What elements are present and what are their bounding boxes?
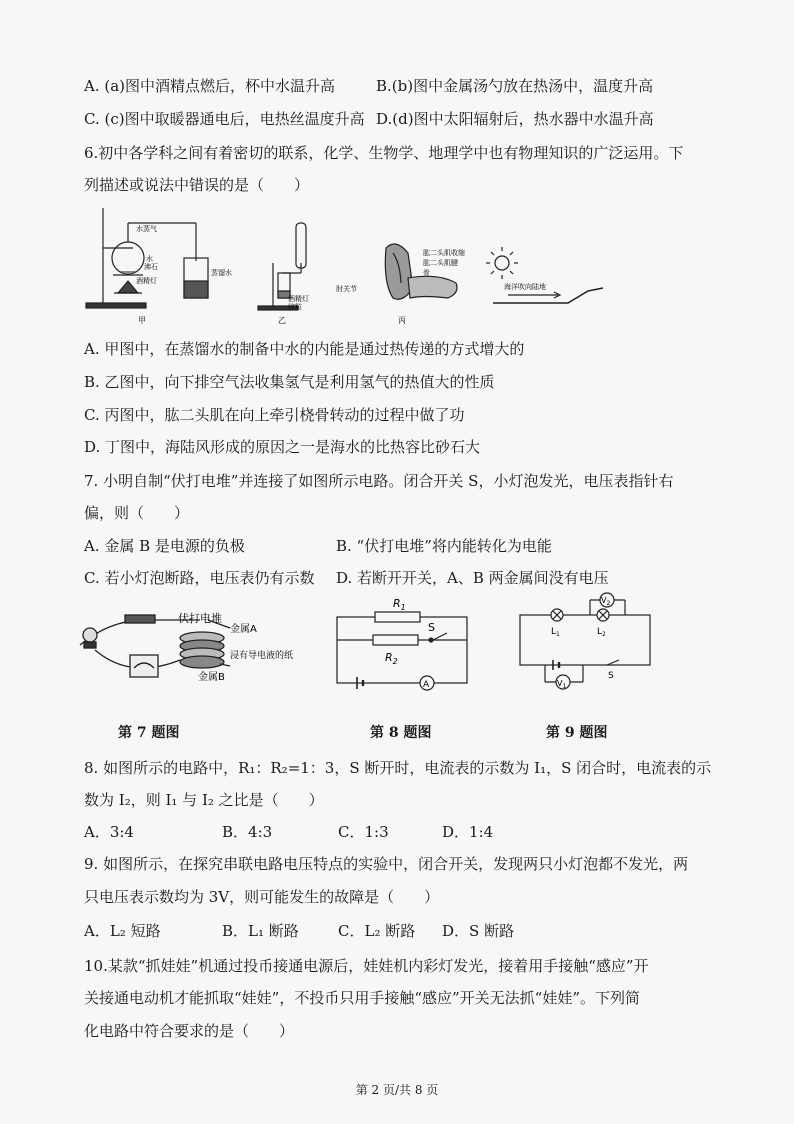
- label-bone: 骨: [423, 269, 430, 277]
- q6-option-a: A. 甲图中，在蒸馏水的制备中水的内能是通过热传递的方式增大的: [84, 340, 525, 358]
- q6-figures: [78, 203, 608, 328]
- caption-fig8: 第 8 题图: [370, 725, 432, 741]
- caption-fig7: 第 7 题图: [118, 725, 180, 741]
- q9-stem-line1: 9. 如图所示，在探究串联电路电压特点的实验中，闭合开关，发现两只小灯泡都不发光，两: [84, 855, 689, 873]
- label-water: 水: [146, 255, 153, 263]
- figure-ding: [486, 247, 603, 303]
- label-distilled: 蒸馏水: [211, 269, 232, 277]
- label-r1-sub: 1: [400, 603, 406, 612]
- figure-8: [335, 595, 485, 695]
- q8-stem-line1: 8. 如图所示的电路中，R₁：R₂=1：3，S 断开时，电流表的示数为 I₁，S 闭合时，电流表的示: [84, 759, 712, 777]
- label-wind: 海洋吹向陆地: [504, 283, 546, 291]
- label-ammeter: A: [423, 680, 430, 690]
- label-bicep: 肱二头肌收缩: [423, 249, 465, 257]
- svg-text:L1: [551, 627, 560, 638]
- label-l2: L: [597, 627, 603, 637]
- q9-option-b: B．L₁ 断路: [222, 922, 299, 940]
- label-lamp3: 锌粒: [288, 303, 302, 311]
- q6-option-c: C. 丙图中，肱二头肌在向上牵引桡骨转动的过程中做了功: [84, 406, 465, 424]
- q10-stem-line3: 化电路中符合要求的是（ ）: [84, 1022, 295, 1040]
- label-paper: 浸有导电液的纸: [230, 651, 294, 661]
- q5-option-c: C. (c)图中取暖器通电后，电热丝温度升高: [84, 110, 365, 128]
- label-v2-sub: 2: [606, 600, 611, 607]
- q8-option-a: A．3:4: [84, 823, 134, 841]
- label-l2-sub: 2: [602, 631, 606, 638]
- q6-option-b: B. 乙图中，向下排空气法收集氢气是利用氢气的热值大的性质: [84, 373, 495, 391]
- label-metal-a: 金属A: [230, 624, 257, 635]
- label-joint: 肘关节: [336, 285, 357, 293]
- page-footer: 第 2 页/共 8 页: [355, 1083, 439, 1097]
- label-yi: 乙: [278, 316, 286, 325]
- q7-option-a: A. 金属 B 是电源的负极: [84, 537, 245, 555]
- q6-stem-line1: 6.初中各学科之间有着密切的联系，化学、生物学、地理学中也有物理知识的广泛运用。下: [84, 144, 684, 162]
- q9-stem-line2: 只电压表示数均为 3V，则可能发生的故障是（ ）: [84, 888, 440, 906]
- label-metal-b: 金属B: [198, 672, 225, 683]
- label-pile: 伏打电堆: [178, 612, 222, 625]
- q9-option-a: A．L₂ 短路: [84, 922, 161, 940]
- q6-option-d: D. 丁图中，海陆风形成的原因之一是海水的比热容比砂石大: [84, 438, 481, 456]
- q9-option-c: C．L₂ 断路: [338, 922, 416, 940]
- q7-option-d: D. 若断开开关，A、B 两金属间没有电压: [336, 569, 609, 587]
- q8-option-d: D．1:4: [442, 823, 494, 841]
- label-lamp2: 酒精灯: [288, 295, 309, 303]
- svg-text:R1: [393, 597, 406, 612]
- label-v2: V: [601, 596, 607, 605]
- label-jia: 甲: [138, 316, 146, 325]
- q7-stem-line2: 偏，则（ ）: [84, 504, 190, 522]
- label-r2: R: [385, 651, 393, 664]
- q10-stem-line1: 10.某款“抓娃娃”机通过投币接通电源后，娃娃机内彩灯发光，接着用手接触“感应”开: [84, 957, 649, 975]
- label-bing: 丙: [398, 316, 406, 325]
- q10-stem-line2: 关接通电动机才能抓取“娃娃”，不投币只用手接触“感应”开关无法抓“娃娃”。下列简: [84, 989, 641, 1007]
- label-v1: V: [557, 679, 563, 688]
- label-v1-sub: 1: [562, 683, 567, 690]
- label-l1: L: [551, 627, 557, 637]
- label-l1-sub: 1: [556, 631, 560, 638]
- q6-stem-line2: 列描述或说法中错误的是（ ）: [84, 176, 310, 194]
- q8-stem-line2: 数为 I₂，则 I₁ 与 I₂ 之比是（ ）: [84, 791, 324, 809]
- label-s8: S: [428, 621, 435, 634]
- q5-option-d: D.(d)图中太阳辐射后，热水器中水温升高: [376, 110, 654, 128]
- figure-9: [515, 590, 665, 700]
- q8-option-c: C．1:3: [338, 823, 389, 841]
- q5-option-b: B.(b)图中金属汤勺放在热汤中，温度升高: [376, 77, 654, 95]
- q7-option-b: B. “伏打电堆”将内能转化为电能: [336, 537, 552, 555]
- q7-option-c: C. 若小灯泡断路，电压表仍有示数: [84, 569, 315, 587]
- label-alcohol-lamp: 酒精灯: [136, 277, 157, 285]
- q8-option-b: B．4:3: [222, 823, 273, 841]
- figure-7: [70, 600, 340, 700]
- q5-option-a: A. (a)图中酒精点燃后，杯中水温升高: [84, 77, 336, 95]
- label-r2-sub: 2: [392, 657, 398, 666]
- q9-option-d: D．S 断路: [442, 922, 515, 940]
- q7-stem-line1: 7. 小明自制“伏打电堆”并连接了如图所示电路。闭合开关 S，小灯泡发光，电压表指针右: [84, 472, 674, 490]
- svg-text:L2: [597, 627, 606, 638]
- label-vapor: 水蒸气: [136, 225, 157, 233]
- caption-fig9: 第 9 题图: [546, 725, 608, 741]
- svg-text:R2: [385, 651, 398, 666]
- label-tendon: 肱二头肌腱: [423, 259, 458, 267]
- label-stone: 沸石: [144, 263, 158, 271]
- label-s9: S: [608, 671, 614, 681]
- label-r1: R: [393, 597, 401, 610]
